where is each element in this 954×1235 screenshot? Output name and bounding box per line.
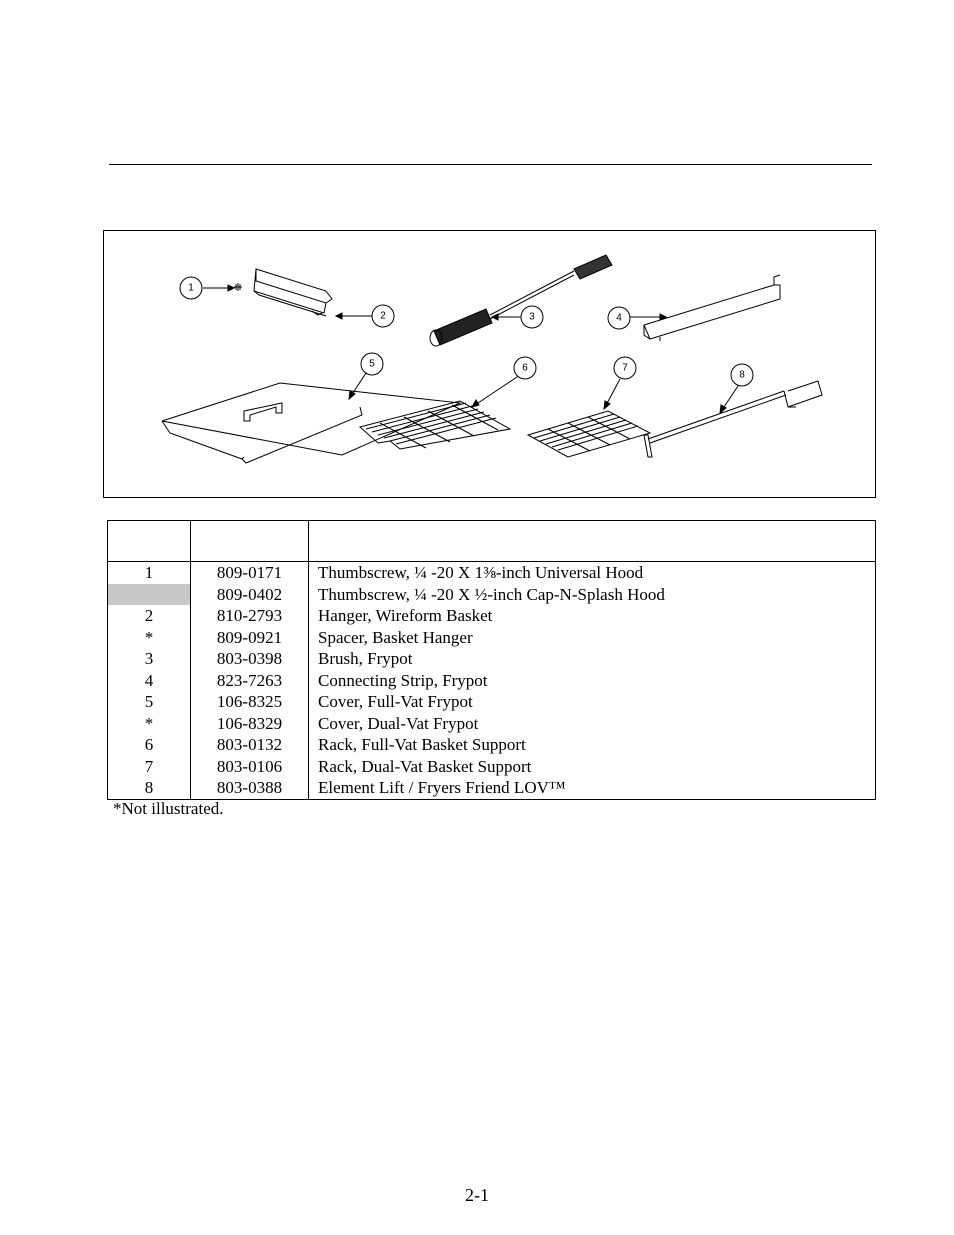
table-row	[108, 756, 876, 778]
item-cell: *	[108, 713, 191, 735]
header-rule	[109, 164, 872, 165]
callout-label-5: 5	[369, 358, 375, 370]
description-cell: Hanger, Wireform Basket	[309, 605, 876, 627]
table-row	[108, 777, 876, 799]
callout-label-2: 2	[380, 310, 386, 322]
part-number-cell: 803-0106	[191, 756, 309, 778]
callout-label-1: 1	[188, 282, 194, 294]
table-row	[108, 605, 876, 627]
callout-label-4: 4	[616, 312, 622, 324]
table-row	[108, 691, 876, 713]
element-lift-drawing	[644, 381, 822, 457]
callout-label-7: 7	[622, 362, 628, 374]
callout-label-8: 8	[739, 369, 745, 381]
callout-label-3: 3	[529, 311, 535, 323]
header-description	[309, 521, 876, 562]
part-number-cell: 106-8325	[191, 691, 309, 713]
table-row	[108, 584, 876, 606]
part-number-cell: 823-7263	[191, 670, 309, 692]
table-row	[108, 734, 876, 756]
parts-illustration	[103, 230, 876, 498]
parts-table	[107, 520, 876, 800]
table-row	[108, 713, 876, 735]
description-cell: Rack, Full-Vat Basket Support	[309, 734, 876, 756]
item-cell: *	[108, 627, 191, 649]
dual-vat-rack-drawing	[528, 379, 650, 457]
part-number-cell: 803-0398	[191, 648, 309, 670]
item-cell: 8	[108, 777, 191, 799]
hanger-drawing	[254, 269, 372, 319]
footnote: *Not illustrated.	[113, 799, 224, 818]
item-cell: 4	[108, 670, 191, 692]
description-cell: Cover, Full-Vat Frypot	[309, 691, 876, 713]
thumbscrew-drawing	[203, 283, 242, 291]
page-number: 2-1	[465, 1185, 489, 1205]
table-row	[108, 562, 876, 584]
item-cell: 5	[108, 691, 191, 713]
table-row	[108, 670, 876, 692]
item-cell: 3	[108, 648, 191, 670]
part-number-cell: 810-2793	[191, 605, 309, 627]
description-cell: Rack, Dual-Vat Basket Support	[309, 756, 876, 778]
part-number-cell: 809-0921	[191, 627, 309, 649]
table-header-row	[108, 521, 876, 562]
description-cell: Connecting Strip, Frypot	[309, 670, 876, 692]
item-cell: 7	[108, 756, 191, 778]
part-number-cell: 803-0388	[191, 777, 309, 799]
brush-drawing	[430, 255, 612, 346]
connecting-strip-drawing	[629, 275, 780, 341]
description-cell: Element Lift / Fryers Friend LOV™	[309, 777, 876, 799]
description-cell: Thumbscrew, ¼ -20 X ½-inch Cap-N-Splash Hood	[309, 584, 876, 606]
header-part-number	[191, 521, 309, 562]
table-row	[108, 627, 876, 649]
item-cell	[108, 584, 191, 606]
part-number-cell: 803-0132	[191, 734, 309, 756]
parts-drawing	[104, 231, 875, 497]
callout-label-6: 6	[522, 362, 528, 374]
part-number-cell: 809-0402	[191, 584, 309, 606]
cover-drawing	[162, 373, 460, 463]
part-number-cell: 106-8329	[191, 713, 309, 735]
item-cell: 6	[108, 734, 191, 756]
part-number-cell: 809-0171	[191, 562, 309, 584]
table-row	[108, 648, 876, 670]
description-cell: Spacer, Basket Hanger	[309, 627, 876, 649]
description-cell: Thumbscrew, ¼ -20 X 1⅜-inch Universal Hood	[309, 562, 876, 584]
header-item	[108, 521, 191, 562]
item-cell: 2	[108, 605, 191, 627]
item-cell: 1	[108, 562, 191, 584]
description-cell: Brush, Frypot	[309, 648, 876, 670]
description-cell: Cover, Dual-Vat Frypot	[309, 713, 876, 735]
